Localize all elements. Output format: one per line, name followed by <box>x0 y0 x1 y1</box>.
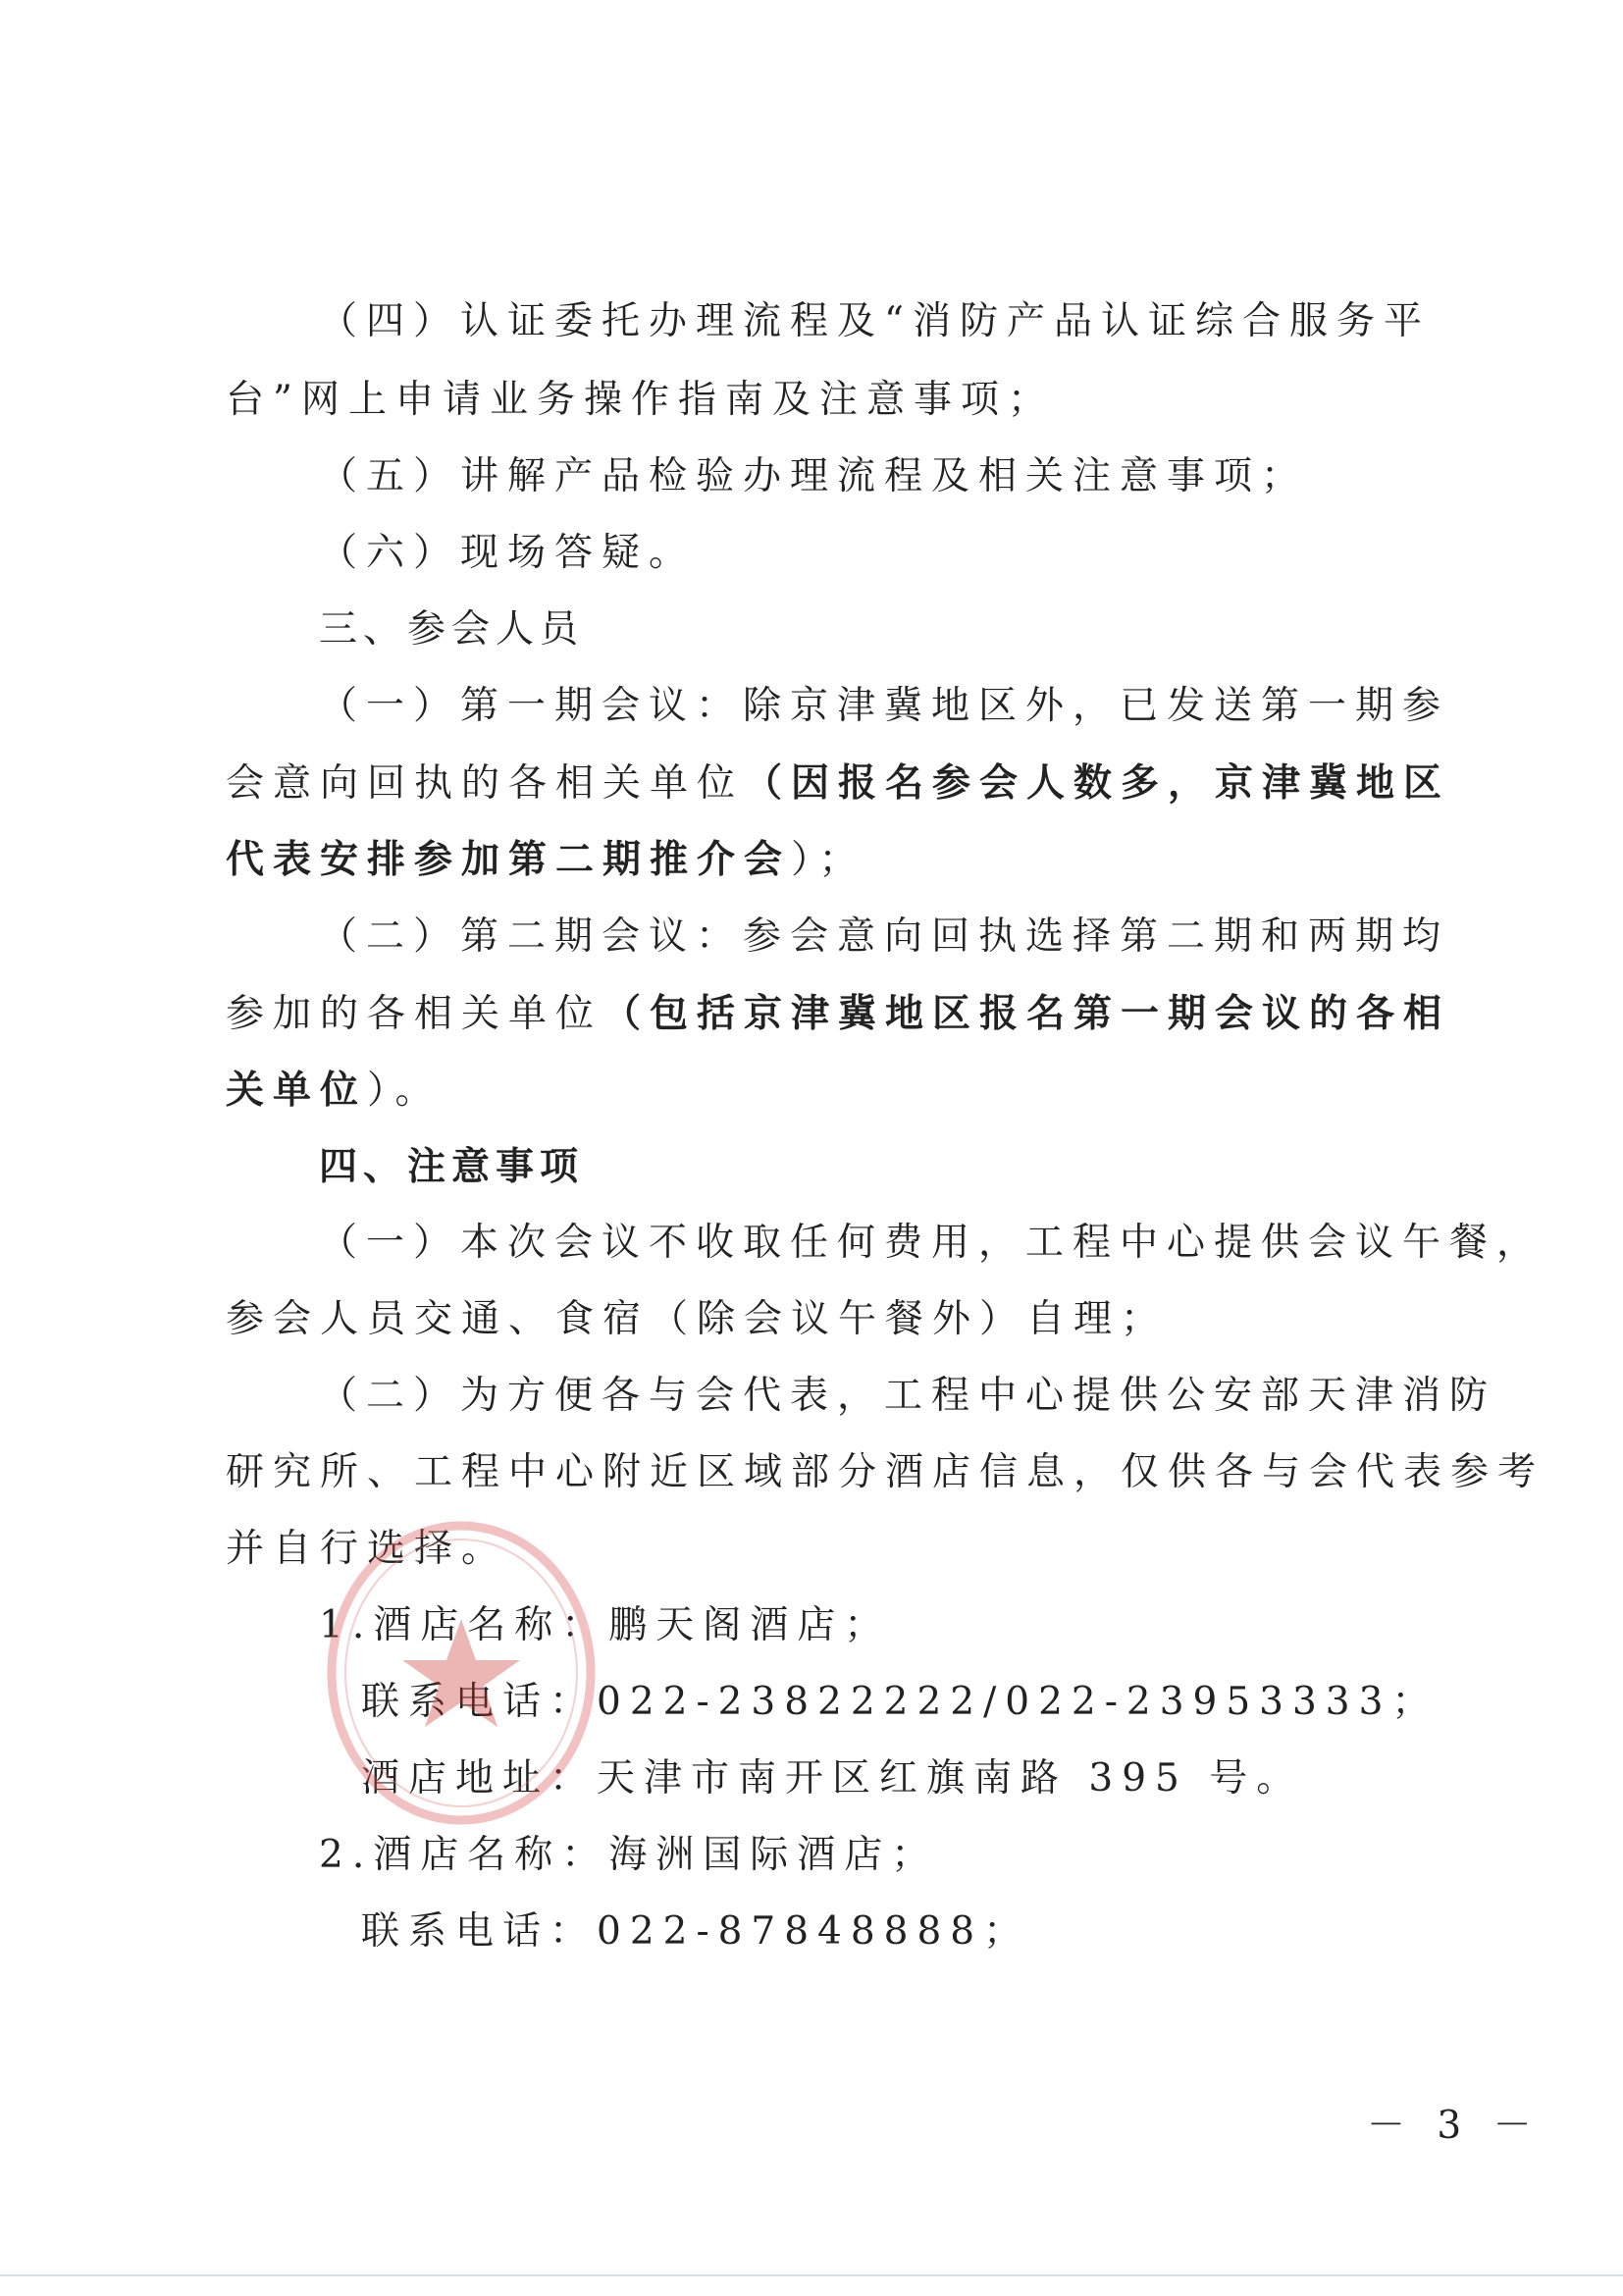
paragraph-notice-2-line-3: 并自行选择。 <box>226 1527 509 1571</box>
paragraph-session-2-line-1: （二）第二期会议：参会意向回执选择第二期和两期均 <box>319 914 1450 959</box>
paragraph-session-1-line-3: 代表安排参加第二期推介会）； <box>226 837 866 882</box>
paragraph-session-1-line-2: 会意向回执的各相关单位（因报名参会人数多，京津冀地区 <box>226 760 1451 806</box>
bold-note: 代表安排参加第二期推介会 <box>226 837 792 882</box>
paragraph-notice-2-line-2: 研究所、工程中心附近区域部分酒店信息，仅供各与会代表参考 <box>226 1450 1545 1494</box>
paragraph-session-1-line-1: （一）第一期会议：除京津冀地区外，已发送第一期参 <box>319 684 1450 728</box>
paragraph-item-4-line-1: （四）认证委托办理流程及“消防产品认证综合服务平 <box>319 299 1431 343</box>
paragraph-session-2-line-3: 关单位）。 <box>226 1068 443 1113</box>
paragraph-session-2-line-2: 参加的各相关单位（包括京津冀地区报名第一期会议的各相 <box>226 991 1451 1036</box>
hotel-1-name: 1.酒店名称：鹏天阁酒店； <box>319 1603 892 1647</box>
hotel-1-address: 酒店地址：天津市南开区红旗南路 395 号。 <box>361 1756 1304 1800</box>
paragraph-item-4-line-2: 台”网上申请业务操作指南及注意事项； <box>226 378 1055 422</box>
bold-note: （因报名参会人数多，京津冀地区 <box>744 760 1451 806</box>
paragraph-notice-1-line-2: 参会人员交通、食宿（除会议午餐外）自理； <box>226 1297 1169 1341</box>
paragraph-notice-1-line-1: （一）本次会议不收取任何费用，工程中心提供会议午餐， <box>319 1221 1544 1265</box>
section-heading-4: 四、注意事项 <box>319 1144 585 1189</box>
hotel-2-name: 2.酒店名称：海洲国际酒店； <box>319 1833 939 1877</box>
page-bottom-rule <box>0 2274 1623 2276</box>
bold-note: 关单位 <box>226 1068 368 1113</box>
bold-note: （包括京津冀地区报名第一期会议的各相 <box>602 991 1451 1036</box>
paragraph-item-5: （五）讲解产品检验办理流程及相关注意事项； <box>319 454 1309 498</box>
hotel-2-phone: 联系电话：022-87848888； <box>361 1909 1031 1954</box>
hotel-1-phone: 联系电话：022-23822222/022-23953333； <box>361 1680 1440 1724</box>
paragraph-notice-2-line-1: （二）为方便各与会代表，工程中心提供公安部天津消防 <box>319 1374 1497 1418</box>
page-number: － 3 － <box>1367 2104 1542 2148</box>
paragraph-item-6: （六）现场答疑。 <box>319 531 697 575</box>
section-heading-3: 三、参会人员 <box>319 607 585 652</box>
